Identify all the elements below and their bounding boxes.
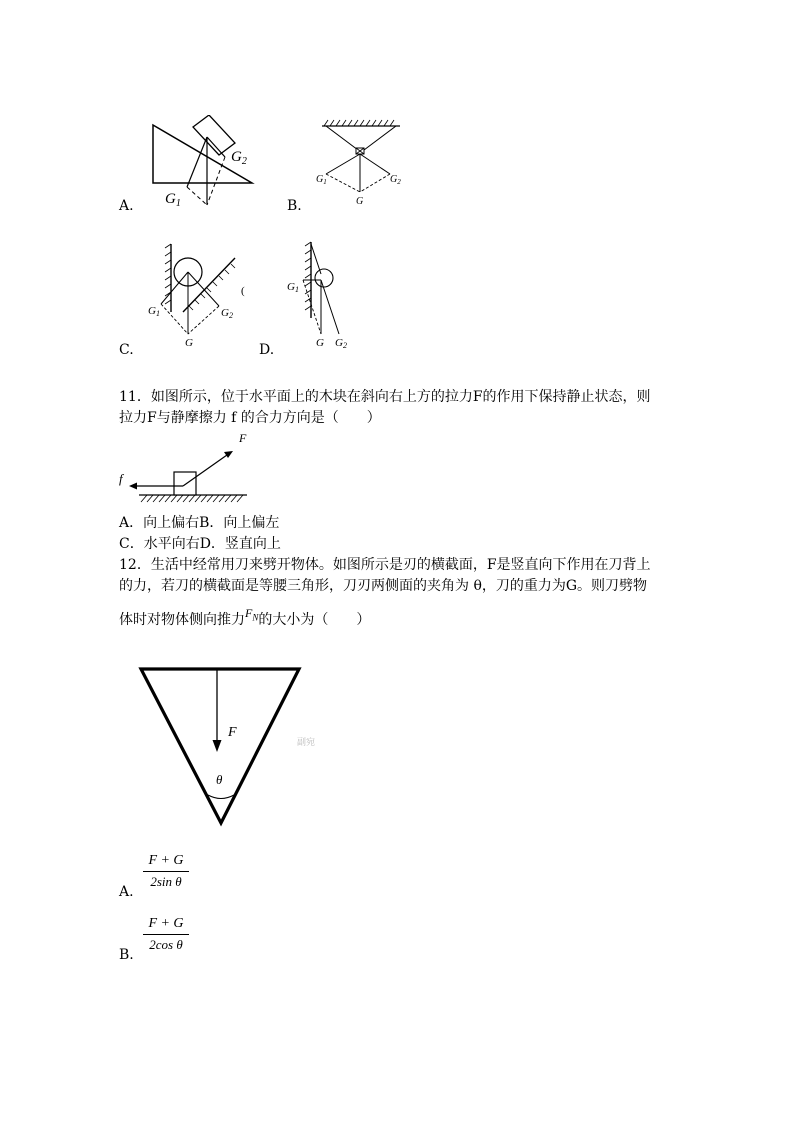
figure-c-ball-wedge <box>143 242 253 350</box>
option-c-label: C. <box>119 342 134 358</box>
watermark-text: 副宛 <box>297 737 316 747</box>
figure-d-ball-wall <box>283 238 363 350</box>
label-g1: $G_1$ <box>165 191 181 209</box>
figure-b-hanging <box>310 118 410 210</box>
q11-stem-line1: 11．如图所示，位于水平面上的木块在斜向右上方的拉力F的作用下保持静止状态，则 <box>119 389 651 405</box>
figure-a-incline <box>145 115 265 215</box>
fn-symbol: $F_N$ <box>245 606 259 623</box>
q12-option-b-letter: B. <box>119 947 134 963</box>
label-g: G <box>316 337 324 349</box>
q12-stem-line3 <box>119 606 371 634</box>
label-g2: G2 <box>335 337 347 350</box>
q12-option-b-fraction <box>143 916 189 953</box>
q12-stem-line2: 的力，若刀的横截面是等腰三角形，刀刃两侧面的夹角为 θ，刀的重力为G。则刀劈物 <box>119 578 648 594</box>
fraction-denominator: 2cos θ <box>149 937 183 952</box>
q12-option-a-letter: A. <box>119 884 134 900</box>
option-a-label: A. <box>119 198 134 214</box>
label-g: G <box>356 196 364 207</box>
q11-block-figure <box>115 428 255 508</box>
q12-option-a-fraction <box>143 853 189 890</box>
option-d-label: D. <box>259 342 275 358</box>
q12-blade-figure <box>135 660 335 835</box>
label-f-friction: f <box>119 471 123 486</box>
label-g: G <box>185 337 193 349</box>
label-g2: $G_2$ <box>231 149 247 167</box>
q11-options-cd: C．水平向右D．竖直向上 <box>119 536 281 552</box>
label-g2: $G_2$ <box>390 174 401 186</box>
label-g1: G1 <box>287 281 299 294</box>
q12-line3-post: 的大小为（ ） <box>258 612 371 628</box>
stray-mark: ( <box>241 285 245 297</box>
q11-options-ab: A．向上偏右B．向上偏左 <box>119 515 280 531</box>
q11-stem-line2: 拉力F与静摩擦力 f 的合力方向是（ ） <box>119 410 381 426</box>
label-g2: G2 <box>221 307 233 320</box>
label-f-blade: F <box>228 725 237 740</box>
q12-stem-line1: 12．生活中经常用刀来劈开物体。如图所示是刃的横截面，F是竖直向下作用在刀背上 <box>119 557 651 573</box>
fraction-numerator: F + G <box>143 916 189 935</box>
fraction-numerator: F + G <box>143 853 189 872</box>
label-g1: $G_1$ <box>316 174 327 186</box>
label-theta: θ <box>216 772 223 787</box>
fraction-denominator: 2sin θ <box>150 874 182 889</box>
label-g1: G1 <box>148 305 160 318</box>
q12-line3-pre: 体时对物体侧向推力 <box>119 612 245 628</box>
label-f-pull: F <box>239 431 247 445</box>
option-b-label: B. <box>287 198 302 214</box>
